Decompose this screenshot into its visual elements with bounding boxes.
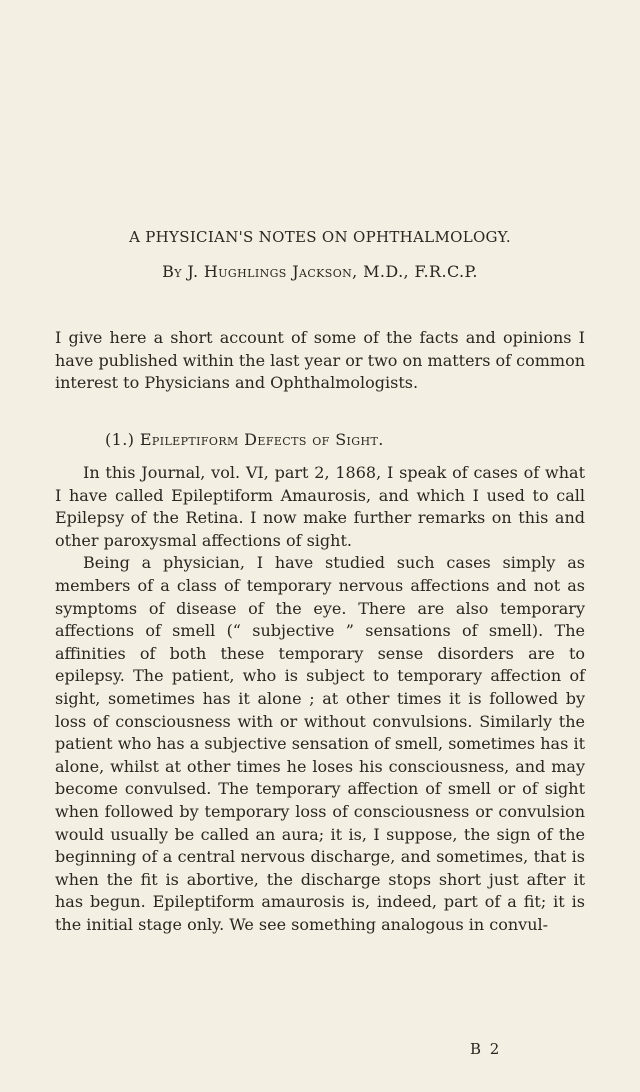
article-title: A PHYSICIAN'S NOTES ON OPHTHALMOLOGY. [129,228,511,246]
paragraph-1: In this Journal, vol. VI, part 2, 1868, I speak of cases of what I have called Epileptiform Amaurosis, and which I used to call Epilepsy of the Retina. I now make further remarks on this and other paroxysmal affections of sight. [55,463,585,550]
body-text [55,462,585,936]
signature-mark: B 2 [470,1040,502,1058]
paragraph-2: Being a physician, I have studied such cases simply as members of a class of temporary nervous affections and not as symptoms of disease of the eye. There are also temporary affections of smell (“ subjective ” sensations of smell). The affinities of both these temporary sense disorders are to epilepsy. The patient, who is subject to temporary affection of sight, sometimes has it alone ; at other times it is followed by loss of consciousness with or without convulsions. Similarly the patient who has a subjective sensation of smell, sometimes has it alone, whilst at other times he loses his consciousness, and may become convulsed. The temporary affection of smell or of sight when followed by temporary loss of consciousness or convulsion would usually be called an aura; it is, I suppose, the sign of the beginning of a central nervous discharge, and sometimes, that is when the fit is abortive, the discharge stops short just after it has begun. Epileptiform amaurosis is, indeed, part of a fit; it is the initial stage only. We see something analogous in convul- [55,553,585,934]
section-heading: (1.) Epileptiform Defects of Sight. [105,430,384,449]
author-byline: By J. Hughlings Jackson, M.D., F.R.C.P. [162,262,478,281]
intro-text: I give here a short account of some of the facts and opinions I have published within the last year or two on matters of common interest to Physicians and Ophthalmologists. [55,328,586,393]
intro-paragraph [55,327,585,395]
